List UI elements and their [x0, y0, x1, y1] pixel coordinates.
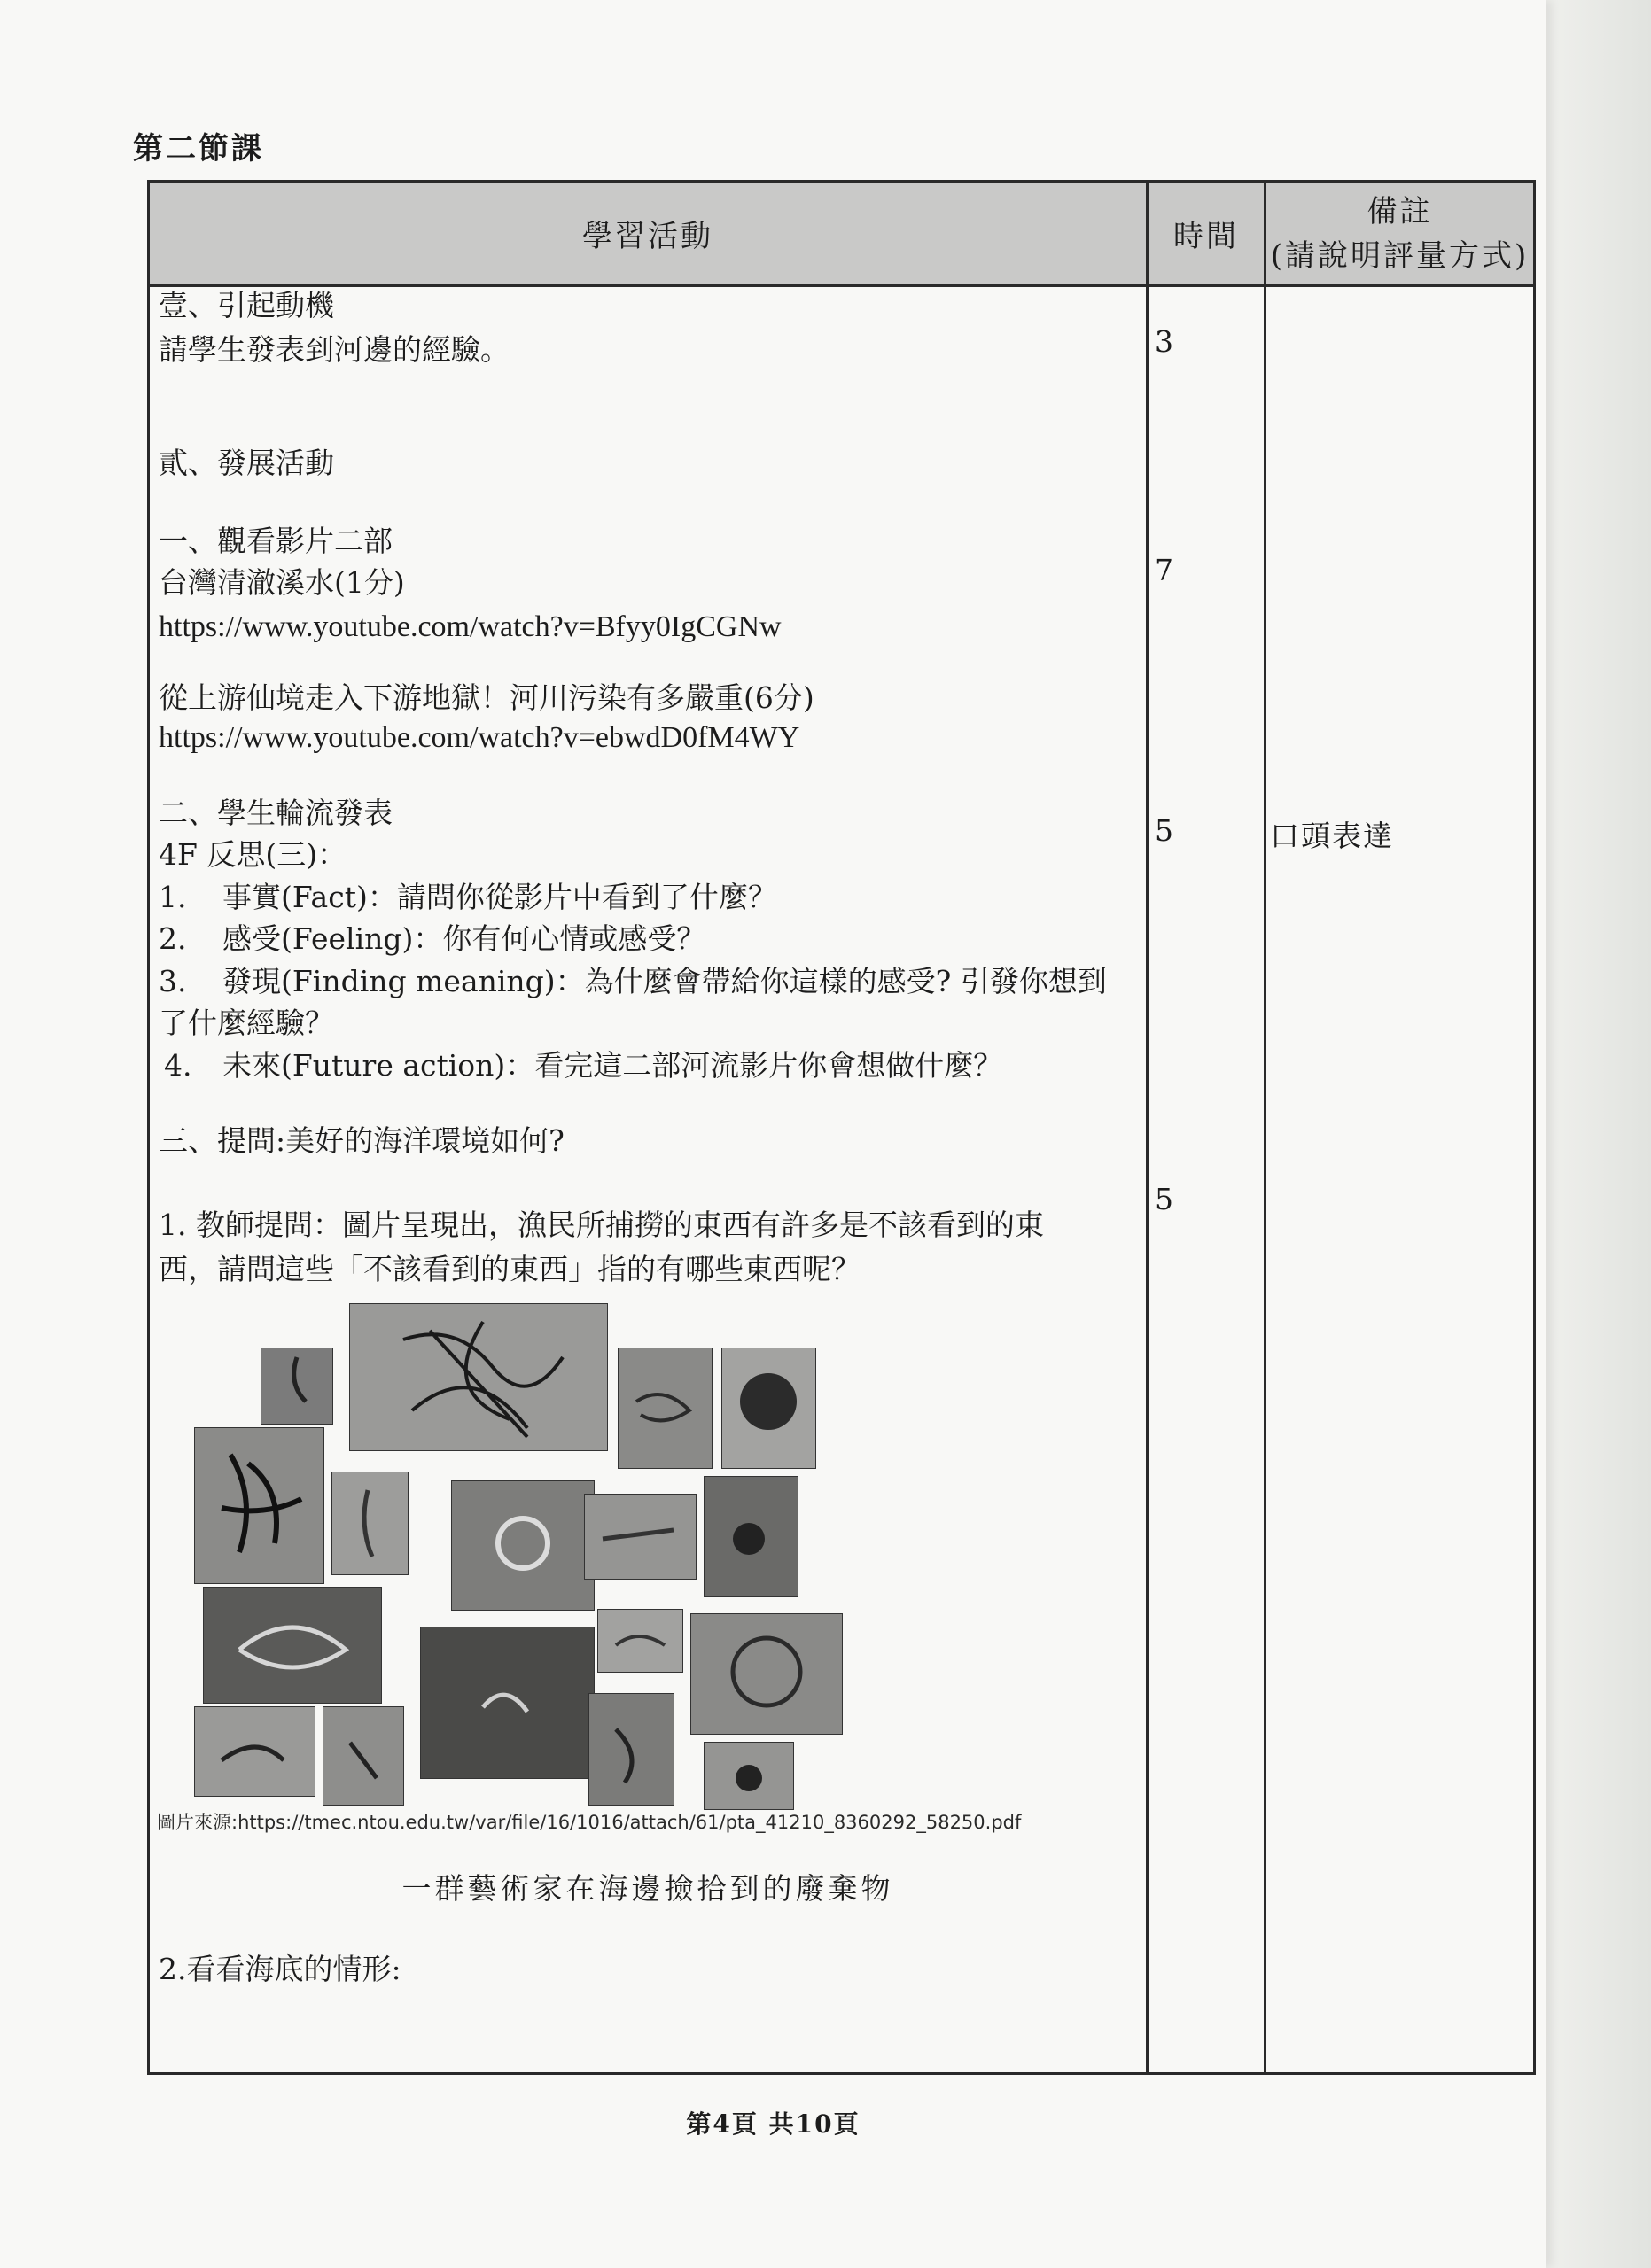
collage-photo: [203, 1587, 382, 1704]
reflection-text: 了什麼經驗？: [159, 1006, 334, 1040]
waste-photo-collage: [194, 1303, 868, 1804]
header-activity: 學習活動: [582, 219, 713, 254]
collage-photo: [588, 1693, 674, 1806]
collage-photo: [721, 1348, 816, 1469]
time-value: 5: [1155, 1182, 1173, 1216]
reflection-text: 未來(Future action)：看完這二部河流影片你會想做什麼？: [222, 1048, 1003, 1083]
collage-photo: [584, 1494, 697, 1580]
collage-photo: [261, 1348, 333, 1425]
video1-link[interactable]: https://www.youtube.com/watch?v=Bfyy0IgCGNw: [159, 610, 782, 643]
collage-photo: [597, 1609, 683, 1673]
video1-title: 台灣清澈溪水(1分): [159, 565, 405, 600]
page-footer: 第4頁 共10頁: [686, 2109, 861, 2139]
step2-title: 二、學生輪流發表: [159, 796, 393, 830]
step3-title: 三、提問:美好的海洋環境如何?: [159, 1123, 565, 1158]
collage-photo: [704, 1742, 794, 1810]
section-heading: 第二節課: [133, 131, 264, 167]
reflection-number: 3.: [159, 964, 187, 998]
reflection-item: [159, 962, 1107, 1001]
collage-photo: [323, 1706, 404, 1806]
collage-photo: [690, 1613, 843, 1735]
image-source: 圖片來源:https://tmec.ntou.edu.tw/var/file/16/1016/attach/61/pta_41210_8360292_58250.pdf: [157, 1812, 1022, 1833]
reflection-number: 2.: [159, 921, 187, 956]
reflection-text: 事實(Fact)：請問你從影片中看到了什麼？: [222, 880, 777, 914]
question2: 2.看看海底的情形:: [159, 1952, 401, 1986]
image-caption: 一群藝術家在海邊撿拾到的廢棄物: [401, 1871, 894, 1906]
reflection-item: [159, 920, 705, 959]
part2-title: 貳、發展活動: [159, 446, 334, 480]
part1-title: 壹、引起動機: [159, 288, 334, 322]
lesson-table: [147, 180, 1536, 2075]
collage-photo: [420, 1627, 595, 1779]
header-remarks: [1266, 183, 1533, 284]
header-remarks-subtitle: (請說明評量方式): [1270, 237, 1530, 274]
collage-photo: [618, 1348, 713, 1469]
video2-title: 從上游仙境走入下游地獄！河川污染有多嚴重(6分): [159, 680, 814, 715]
collage-photo: [331, 1472, 409, 1575]
header-time: 時間: [1173, 219, 1239, 254]
question1-line2: 西，請問這些「不該看到的東西」指的有哪些東西呢？: [159, 1252, 861, 1286]
video2-link[interactable]: https://www.youtube.com/watch?v=ebwdD0fM4WY: [159, 721, 800, 754]
question1-line1: 1. 教師提問：圖片呈現出，漁民所捕撈的東西有許多是不該看到的東: [159, 1208, 1044, 1242]
collage-photo: [194, 1427, 324, 1584]
time-value: 7: [1155, 553, 1173, 587]
collage-photo: [349, 1303, 608, 1451]
collage-photo: [704, 1476, 798, 1597]
part1-text: 請學生發表到河邊的經驗。: [159, 332, 510, 367]
reflection-item: [159, 878, 777, 917]
column-divider: [1264, 183, 1266, 2072]
reflection-item-continued: [159, 1004, 334, 1043]
reflection-item: [164, 1046, 1002, 1085]
reflection-number: 1.: [159, 880, 187, 914]
time-value: 5: [1155, 813, 1173, 848]
table-header: [150, 183, 1533, 287]
collage-photo: [194, 1706, 315, 1797]
reflection-text: 感受(Feeling)：你有何心情或感受？: [222, 921, 706, 956]
step1-title: 一、觀看影片二部: [159, 524, 393, 558]
reflection-title: 4F 反思(三)：: [159, 837, 347, 872]
reflection-number: 4.: [164, 1048, 192, 1083]
reflection-text: 發現(Finding meaning)：為什麼會帶給你這樣的感受? 引發你想到: [222, 964, 1107, 998]
remark-oral-expression: 口頭表達: [1270, 819, 1394, 853]
time-value: 3: [1155, 324, 1173, 359]
column-divider: [1146, 183, 1149, 2072]
collage-photo: [451, 1480, 595, 1611]
header-remarks-title: 備註: [1367, 193, 1433, 229]
